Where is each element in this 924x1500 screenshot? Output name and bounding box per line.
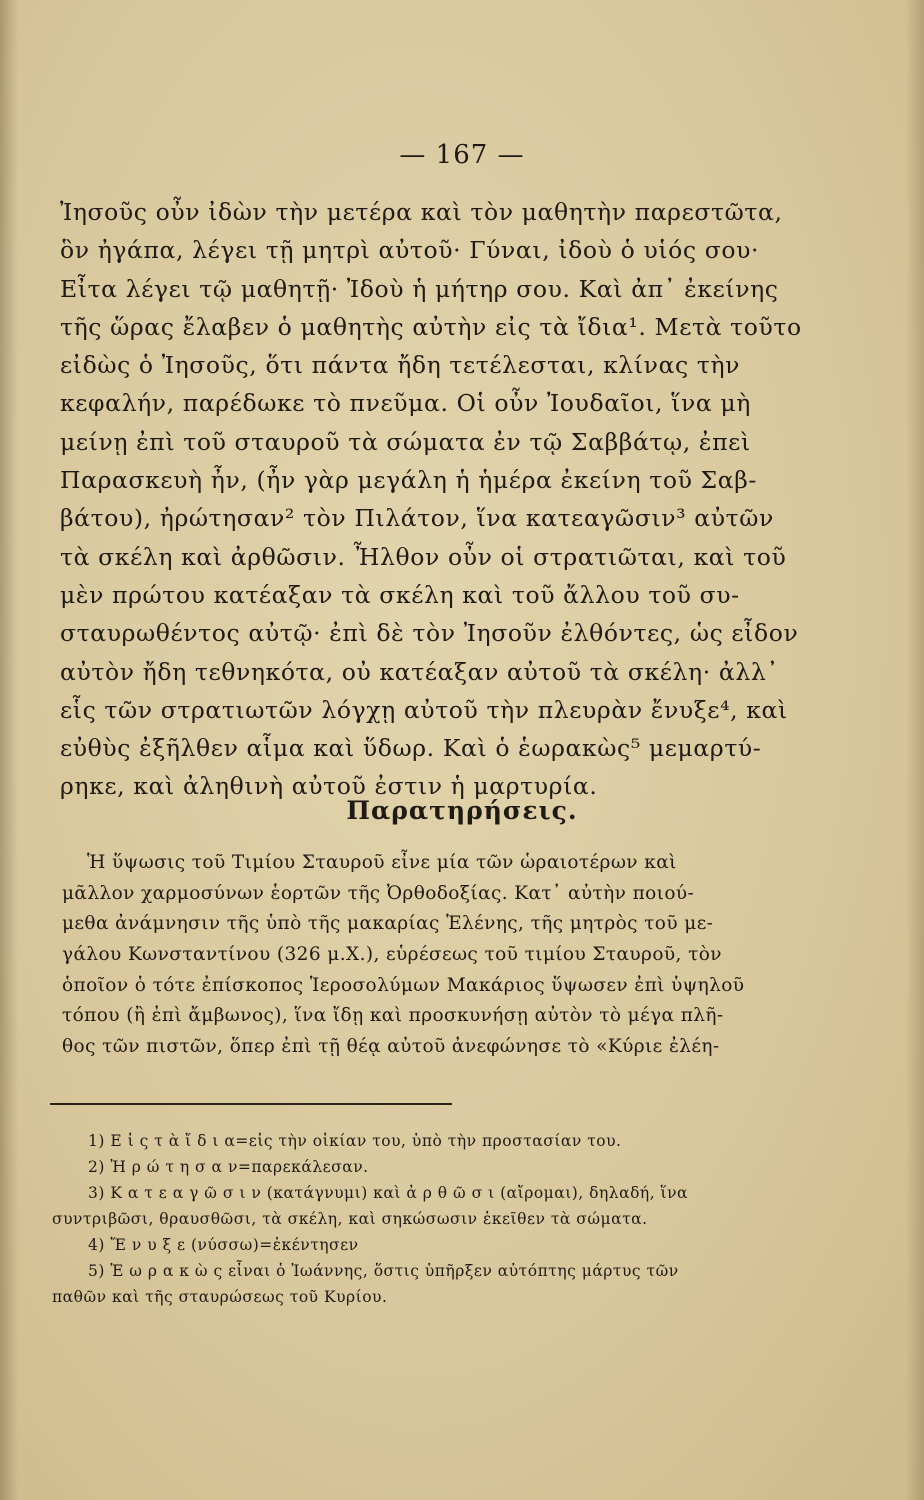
text-line: τῆς ὥρας ἔλαβεν ὁ μαθητὴς αὐτὴν εἰς τὰ ἴδια¹. Μετὰ τοῦτο bbox=[60, 312, 802, 341]
page-number: — 167 — bbox=[399, 140, 525, 170]
text-line: εἷς τῶν στρατιωτῶν λόγχῃ αὐτοῦ τὴν πλευρὰν ἔνυξε⁴, καὶ bbox=[60, 695, 788, 724]
footnote-line: 5) Ἑ ω ρ α κ ὼ ς εἶναι ὁ Ἰωάννης, ὅστις ὑπῆρξεν αὐτόπτης μάρτυς τῶν bbox=[88, 1262, 679, 1280]
notes-line: γάλου Κωνσταντίνου (326 μ.Χ.), εὑρέσεως τοῦ τιμίου Σταυροῦ, τὸν bbox=[62, 944, 722, 966]
notes-line: θος τῶν πιστῶν, ὅπερ ἐπὶ τῇ θέᾳ αὐτοῦ ἀνεφώνησε τὸ «Κύριε ἐλέη- bbox=[62, 1036, 720, 1058]
text-line: βάτου), ἠρώτησαν² τὸν Πιλάτον, ἵνα κατεαγῶσιν³ αὐτῶν bbox=[60, 504, 774, 533]
notes-line: Ἡ ὕψωσις τοῦ Τιμίου Σταυροῦ εἶνε μία τῶν ὡραιοτέρων καὶ bbox=[87, 852, 677, 873]
text-line: Παρασκευὴ ἦν, (ἦν γὰρ μεγάλη ἡ ἡμέρα ἐκείνη τοῦ Σαβ- bbox=[60, 466, 757, 495]
text-line: σταυρωθέντος αὐτῷ· ἐπὶ δὲ τὸν Ἰησοῦν ἐλθόντες, ὡς εἶδον bbox=[60, 619, 799, 648]
text-line: ρηκε, καὶ ἀληθινὴ αὐτοῦ ἐστιν ἡ μαρτυρία. bbox=[60, 772, 598, 801]
section-heading: Παρατηρήσεις. bbox=[346, 796, 578, 825]
page-edge-shadow-right bbox=[906, 0, 924, 1500]
footnote-divider bbox=[50, 1103, 452, 1105]
footnote-line: 1) Ε ἰ ς τ ὰ ἴ δ ι α=εἰς τὴν οἰκίαν του, ὑπὸ τὴν προστασίαν του. bbox=[88, 1132, 622, 1150]
footnotes bbox=[52, 1128, 812, 1310]
footnote-line: συντριβῶσι, θραυσθῶσι, τὰ σκέλη, καὶ σηκώσωσιν ἐκεῖθεν τὰ σώματα. bbox=[52, 1210, 648, 1228]
text-line: αὐτὸν ἤδη τεθνηκότα, οὐ κατέαξαν αὐτοῦ τὰ σκέλη· ἀλλ᾽ bbox=[60, 657, 779, 686]
text-line: κεφαλήν, παρέδωκε τὸ πνεῦμα. Οἱ οὖν Ἰουδαῖοι, ἵνα μὴ bbox=[60, 389, 751, 418]
footnote-line: 3) Κ α τ ε α γ ῶ σ ι ν (κατάγνυμι) καὶ ἀ ρ θ ῶ σ ι (αἴρομαι), δηλαδή, ἵνα bbox=[88, 1184, 689, 1202]
text-line: εἰδὼς ὁ Ἰησοῦς, ὅτι πάντα ἤδη τετέλεσται, κλίνας τὴν bbox=[60, 351, 741, 380]
notes-line: μεθα ἀνάμνησιν τῆς ὑπὸ τῆς μακαρίας Ἑλένης, τῆς μητρὸς τοῦ με- bbox=[62, 913, 714, 935]
text-line: Εἶτα λέγει τῷ μαθητῇ· Ἰδοὺ ἡ μήτηρ σου. Καὶ ἀπ᾽ ἐκείνης bbox=[60, 274, 779, 303]
footnote-line: παθῶν καὶ τῆς σταυρώσεως τοῦ Κυρίου. bbox=[52, 1288, 388, 1306]
text-line: μὲν πρώτου κατέαξαν τὰ σκέλη καὶ τοῦ ἄλλου τοῦ συ- bbox=[60, 580, 740, 609]
text-line: ὃν ἠγάπα, λέγει τῇ μητρὶ αὐτοῦ· Γύναι, ἰδοὺ ὁ υἱός σου· bbox=[60, 236, 760, 265]
footnote-line: 4) Ἔ ν υ ξ ε (νύσσω)=ἐκέντησεν bbox=[88, 1236, 359, 1254]
text-line: εὐθὺς ἐξῆλθεν αἷμα καὶ ὕδωρ. Καὶ ὁ ἑωρακὼς⁵ μεμαρτύ- bbox=[60, 734, 762, 763]
text-line: Ἰησοῦς οὖν ἰδὼν τὴν μετέρα καὶ τὸν μαθητὴν παρεστῶτα, bbox=[60, 198, 783, 226]
notes-paragraph bbox=[62, 848, 802, 1063]
notes-line: μᾶλλον χαρμοσύνων ἑορτῶν τῆς Ὀρθοδοξίας. Κατ᾽ αὐτὴν ποιού- bbox=[62, 882, 695, 904]
notes-line: τόπου (ἢ ἐπὶ ἄμβωνος), ἵνα ἴδῃ καὶ προσκυνήσῃ αὐτὸν τὸ μέγα πλῆ- bbox=[62, 1005, 724, 1027]
text-line: τὰ σκέλη καὶ ἀρθῶσιν. Ἦλθον οὖν οἱ στρατιῶται, καὶ τοῦ bbox=[60, 542, 787, 571]
notes-line: ὁποῖον ὁ τότε ἐπίσκοπος Ἱεροσολύμων Μακάριος ὕψωσεν ἐπὶ ὑψηλοῦ bbox=[62, 974, 745, 996]
main-text bbox=[60, 193, 805, 806]
text-line: μείνῃ ἐπὶ τοῦ σταυροῦ τὰ σώματα ἐν τῷ Σαββάτῳ, ἐπεὶ bbox=[60, 427, 751, 456]
page-edge-shadow-left bbox=[0, 0, 18, 1500]
footnote-line: 2) Ἠ ρ ώ τ η σ α ν=παρεκάλεσαν. bbox=[88, 1158, 369, 1176]
